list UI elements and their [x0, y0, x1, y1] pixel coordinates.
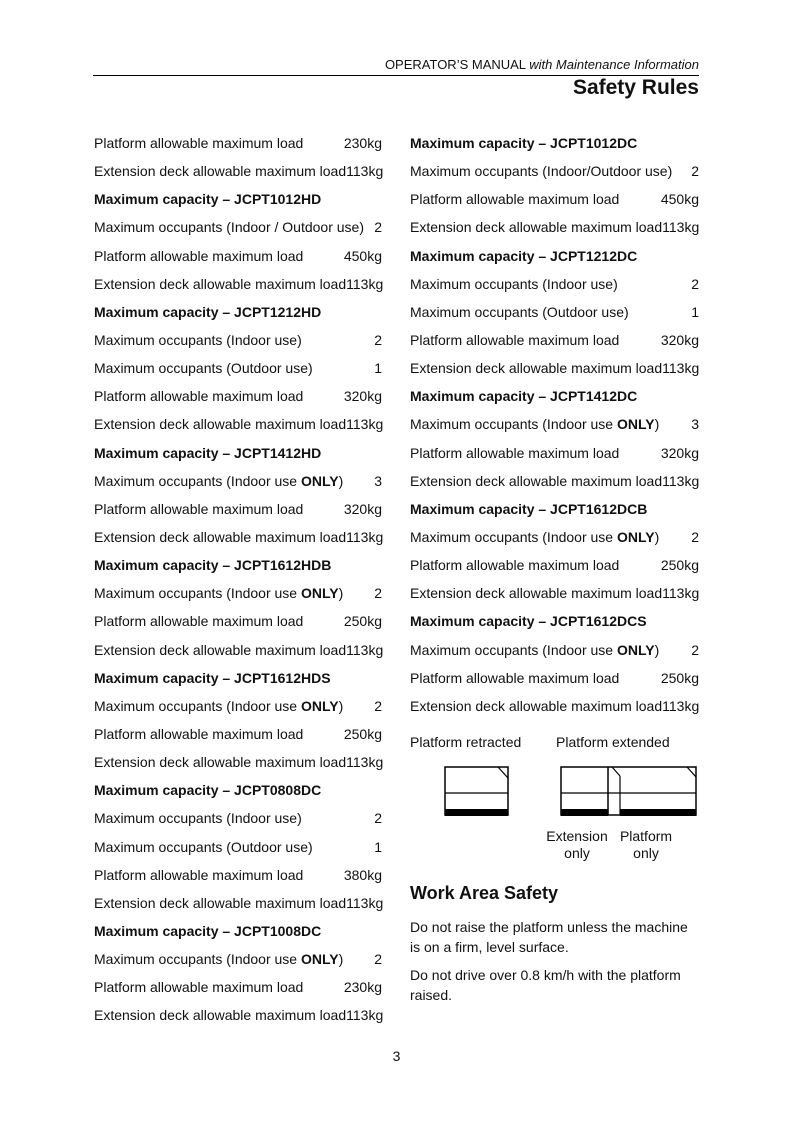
work-area-paragraph-2: Do not drive over 0.8 km/h with the platform raised.: [410, 967, 681, 1003]
spec-label: [410, 304, 629, 320]
platform-retracted-drawing: [444, 766, 510, 818]
capacity-heading: Maximum capacity – JCPT1012DC: [410, 135, 638, 152]
spec-value: 320kg: [660, 332, 699, 349]
capacity-heading: Maximum capacity – JCPT1612HDB: [94, 557, 332, 574]
spec-row: [410, 185, 699, 213]
spec-label-end: ): [338, 951, 344, 968]
spec-value: 113kg: [662, 697, 700, 714]
spec-label-end: ): [338, 697, 344, 714]
spec-label-text: Maximum occupants (Outdoor use): [94, 838, 313, 855]
spec-label-text: Maximum occupants (Indoor use: [410, 529, 617, 546]
spec-value: 320kg: [343, 500, 382, 517]
spec-row: [410, 213, 699, 241]
platform-only-label: Platform only: [619, 828, 673, 861]
spec-value: 1: [691, 303, 699, 320]
spec-row: [94, 720, 382, 748]
spec-value: 450kg: [343, 247, 382, 264]
spec-row: [94, 1001, 382, 1029]
spec-label-text: Platform allowable maximum load: [94, 866, 304, 883]
spec-label: [94, 698, 343, 714]
spec-row: [94, 579, 382, 607]
spec-label-text: Platform allowable maximum load: [94, 135, 304, 152]
page-header: [93, 57, 699, 72]
spec-value: 250kg: [343, 613, 382, 630]
spec-label-emphasis: ONLY: [616, 641, 655, 658]
spec-label: [94, 1007, 346, 1023]
spec-label: [94, 839, 313, 855]
spec-value: 113kg: [346, 163, 384, 180]
spec-label: [94, 585, 343, 601]
spec-row: [94, 523, 382, 551]
capacity-heading: Maximum capacity – JCPT1012HD: [94, 191, 322, 208]
spec-value: 113kg: [346, 641, 384, 658]
spec-label: [410, 360, 662, 376]
spec-label-text: Maximum occupants (Outdoor use): [410, 303, 629, 320]
capacity-heading: Maximum capacity – JCPT1212DC: [410, 247, 638, 264]
spec-label: [94, 613, 303, 629]
spec-label-text: Extension deck allowable maximum load: [94, 641, 347, 658]
spec-label: [94, 473, 343, 489]
spec-label-text: Platform allowable maximum load: [94, 979, 304, 996]
spec-label-text: Extension deck allowable maximum load: [410, 472, 663, 489]
spec-label: [94, 276, 346, 292]
spec-row: [94, 326, 382, 354]
spec-label-text: Extension deck allowable maximum load: [410, 219, 663, 236]
spec-value: 250kg: [660, 557, 699, 574]
spec-label-emphasis: ONLY: [616, 529, 655, 546]
spec-label: [410, 445, 619, 461]
spec-row: [94, 242, 382, 270]
spec-value: 2: [374, 697, 382, 714]
platform-retracted-label: Platform retracted: [410, 734, 522, 750]
spec-row: [410, 664, 699, 692]
spec-value: 113kg: [662, 360, 700, 377]
spec-row: [94, 270, 382, 298]
spec-row: [94, 354, 382, 382]
spec-label-text: Maximum occupants (Indoor use: [94, 585, 301, 602]
spec-label-emphasis: ONLY: [300, 951, 339, 968]
spec-value: 2: [691, 275, 699, 292]
spec-label-text: Extension deck allowable maximum load: [94, 416, 347, 433]
spec-label: [94, 951, 343, 967]
spec-label-end: ): [654, 641, 660, 658]
spec-value: 320kg: [660, 444, 699, 461]
spec-label-emphasis: ONLY: [300, 472, 339, 489]
right-spec-column: [410, 129, 699, 720]
spec-label: [410, 191, 619, 207]
spec-label-end: ): [338, 585, 344, 602]
spec-value: 230kg: [343, 979, 382, 996]
spec-value: 113kg: [346, 529, 384, 546]
spec-row: [410, 410, 699, 438]
spec-label-text: Platform allowable maximum load: [94, 726, 304, 743]
spec-label: [94, 726, 303, 742]
spec-value: 450kg: [660, 191, 699, 208]
header-manual-title: OPERATOR’S MANUAL: [384, 57, 526, 72]
spec-label-text: Extension deck allowable maximum load: [94, 1007, 347, 1024]
capacity-heading: Maximum capacity – JCPT1412HD: [94, 444, 322, 461]
work-area-paragraph-1: Do not raise the platform unless the machine is on a firm, level surface.: [410, 919, 688, 955]
spec-row: [410, 157, 699, 185]
spec-label: [94, 754, 346, 770]
spec-label-text: Maximum occupants (Indoor use): [94, 810, 302, 827]
spec-label-text: Maximum occupants (Indoor use): [94, 332, 302, 349]
spec-label-text: Extension deck allowable maximum load: [94, 275, 347, 292]
spec-row: [410, 439, 699, 467]
spec-row: [410, 467, 699, 495]
spec-row: [410, 298, 699, 326]
spec-value: 113kg: [346, 754, 384, 771]
spec-row: [94, 804, 382, 832]
spec-label-text: Platform allowable maximum load: [410, 444, 620, 461]
spec-value: 113kg: [346, 1007, 384, 1024]
spec-row: [94, 129, 382, 157]
spec-value: 250kg: [343, 726, 382, 743]
spec-label-text: Extension deck allowable maximum load: [410, 585, 663, 602]
spec-label: [94, 416, 346, 432]
spec-label-emphasis: ONLY: [300, 585, 339, 602]
spec-row: [94, 945, 382, 973]
spec-value: 1: [374, 838, 382, 855]
spec-label: [410, 219, 662, 235]
spec-value: 113kg: [662, 219, 700, 236]
spec-row: [94, 861, 382, 889]
spec-value: 2: [374, 951, 382, 968]
spec-label-end: ): [338, 472, 344, 489]
spec-row: [94, 157, 382, 185]
spec-value: 2: [691, 529, 699, 546]
spec-row: [94, 889, 382, 917]
spec-row: [94, 833, 382, 861]
spec-label: [94, 388, 303, 404]
spec-label-text: Maximum occupants (Indoor use: [410, 641, 617, 658]
spec-row: [410, 579, 699, 607]
spec-value: 2: [374, 332, 382, 349]
spec-label-text: Extension deck allowable maximum load: [94, 163, 347, 180]
spec-label-text: Extension deck allowable maximum load: [94, 754, 347, 771]
spec-label: [410, 698, 662, 714]
spec-value: 3: [374, 472, 382, 489]
spec-label-text: Maximum occupants (Indoor use: [94, 472, 301, 489]
spec-label-end: ): [654, 529, 660, 546]
spec-row: [94, 748, 382, 776]
spec-label-text: Maximum occupants (Indoor use: [94, 697, 301, 714]
spec-label: [410, 670, 619, 686]
spec-value: 380kg: [343, 866, 382, 883]
spec-value: 1: [374, 360, 382, 377]
spec-label-text: Maximum occupants (Indoor use: [410, 416, 617, 433]
spec-value: 113kg: [346, 416, 384, 433]
spec-label: [410, 557, 619, 573]
spec-label-emphasis: ONLY: [300, 697, 339, 714]
capacity-heading: Maximum capacity – JCPT1008DC: [94, 923, 322, 939]
spec-row: [410, 326, 699, 354]
platform-extended-label: Platform extended: [556, 734, 670, 750]
spec-label: [410, 473, 662, 489]
capacity-heading: Maximum capacity – JCPT1412DC: [410, 388, 638, 405]
spec-row: [410, 354, 699, 382]
spec-label-text: Extension deck allowable maximum load: [410, 697, 663, 714]
spec-value: 113kg: [346, 894, 384, 911]
spec-label: [94, 642, 346, 658]
left-spec-column: [94, 129, 382, 1030]
spec-row: [94, 607, 382, 635]
spec-label-text: Maximum occupants (Indoor use: [94, 951, 301, 968]
header-subtitle: with Maintenance Information: [529, 57, 699, 72]
work-area-safety-heading: Work Area Safety: [410, 883, 559, 903]
spec-label: [94, 248, 303, 264]
spec-row: [410, 523, 699, 551]
platform-extended-drawing: [560, 766, 700, 818]
spec-row: [410, 551, 699, 579]
spec-label: [94, 867, 303, 883]
spec-value: 113kg: [662, 472, 700, 489]
spec-label: [410, 416, 659, 432]
spec-label-text: Platform allowable maximum load: [94, 500, 304, 517]
spec-row: [94, 495, 382, 523]
spec-value: 320kg: [343, 388, 382, 405]
spec-row: [94, 636, 382, 664]
spec-label: [94, 529, 346, 545]
spec-value: 230kg: [343, 135, 382, 152]
capacity-heading: Maximum capacity – JCPT1612DCB: [410, 500, 648, 517]
spec-value: 113kg: [662, 585, 700, 602]
spec-label-text: Maximum occupants (Outdoor use): [94, 360, 313, 377]
spec-value: 2: [374, 219, 382, 236]
page-number: 3: [392, 1048, 401, 1064]
spec-label-text: Platform allowable maximum load: [94, 613, 304, 630]
spec-label: [410, 642, 659, 658]
spec-label-text: Extension deck allowable maximum load: [410, 360, 663, 377]
capacity-heading: Maximum capacity – JCPT0808DC: [94, 782, 322, 799]
spec-label: [94, 163, 346, 179]
capacity-heading: Maximum capacity – JCPT1612DCS: [410, 613, 647, 630]
spec-value: 250kg: [660, 669, 699, 686]
spec-label-text: Maximum occupants (Indoor use): [410, 275, 618, 292]
spec-label-text: Platform allowable maximum load: [410, 669, 620, 686]
spec-row: [94, 213, 382, 241]
spec-label: [94, 135, 303, 151]
spec-label: [94, 360, 313, 376]
spec-label: [94, 979, 303, 995]
spec-label-text: Maximum occupants (Indoor/Outdoor use): [410, 163, 673, 180]
spec-row: [94, 382, 382, 410]
spec-row: [410, 270, 699, 298]
spec-row: [410, 636, 699, 664]
spec-value: 2: [374, 585, 382, 602]
spec-label: [94, 219, 364, 235]
spec-label: [94, 810, 302, 826]
spec-label: [410, 163, 672, 179]
spec-label-text: Platform allowable maximum load: [94, 388, 304, 405]
spec-label: [94, 895, 346, 911]
spec-row: [94, 692, 382, 720]
spec-value: 2: [691, 163, 699, 180]
spec-label-text: Platform allowable maximum load: [410, 332, 620, 349]
spec-label: [410, 529, 659, 545]
spec-row: [94, 467, 382, 495]
spec-label-text: Extension deck allowable maximum load: [94, 529, 347, 546]
spec-label: [410, 585, 662, 601]
spec-label: [94, 501, 303, 517]
spec-label-end: ): [654, 416, 660, 433]
spec-value: 2: [691, 641, 699, 658]
capacity-heading: Maximum capacity – JCPT1212HD: [94, 303, 322, 320]
spec-label-text: Extension deck allowable maximum load: [94, 894, 347, 911]
section-title: Safety Rules: [572, 76, 699, 99]
spec-label: [410, 276, 618, 292]
spec-label: [410, 332, 619, 348]
spec-label: [94, 332, 302, 348]
spec-row: [94, 973, 382, 1001]
extension-only-label: Extension only: [546, 828, 608, 861]
spec-value: 2: [374, 810, 382, 827]
spec-row: [94, 410, 382, 438]
spec-value: 3: [691, 416, 699, 433]
spec-label-text: Platform allowable maximum load: [410, 191, 620, 208]
spec-label-text: Platform allowable maximum load: [410, 557, 620, 574]
spec-label-text: Platform allowable maximum load: [94, 247, 304, 264]
spec-label-emphasis: ONLY: [616, 416, 655, 433]
platform-diagram: [410, 732, 700, 862]
capacity-heading: Maximum capacity – JCPT1612HDS: [94, 669, 331, 686]
spec-value: 113kg: [346, 275, 384, 292]
spec-label-text: Maximum occupants (Indoor / Outdoor use): [94, 219, 365, 236]
spec-row: [410, 692, 699, 720]
